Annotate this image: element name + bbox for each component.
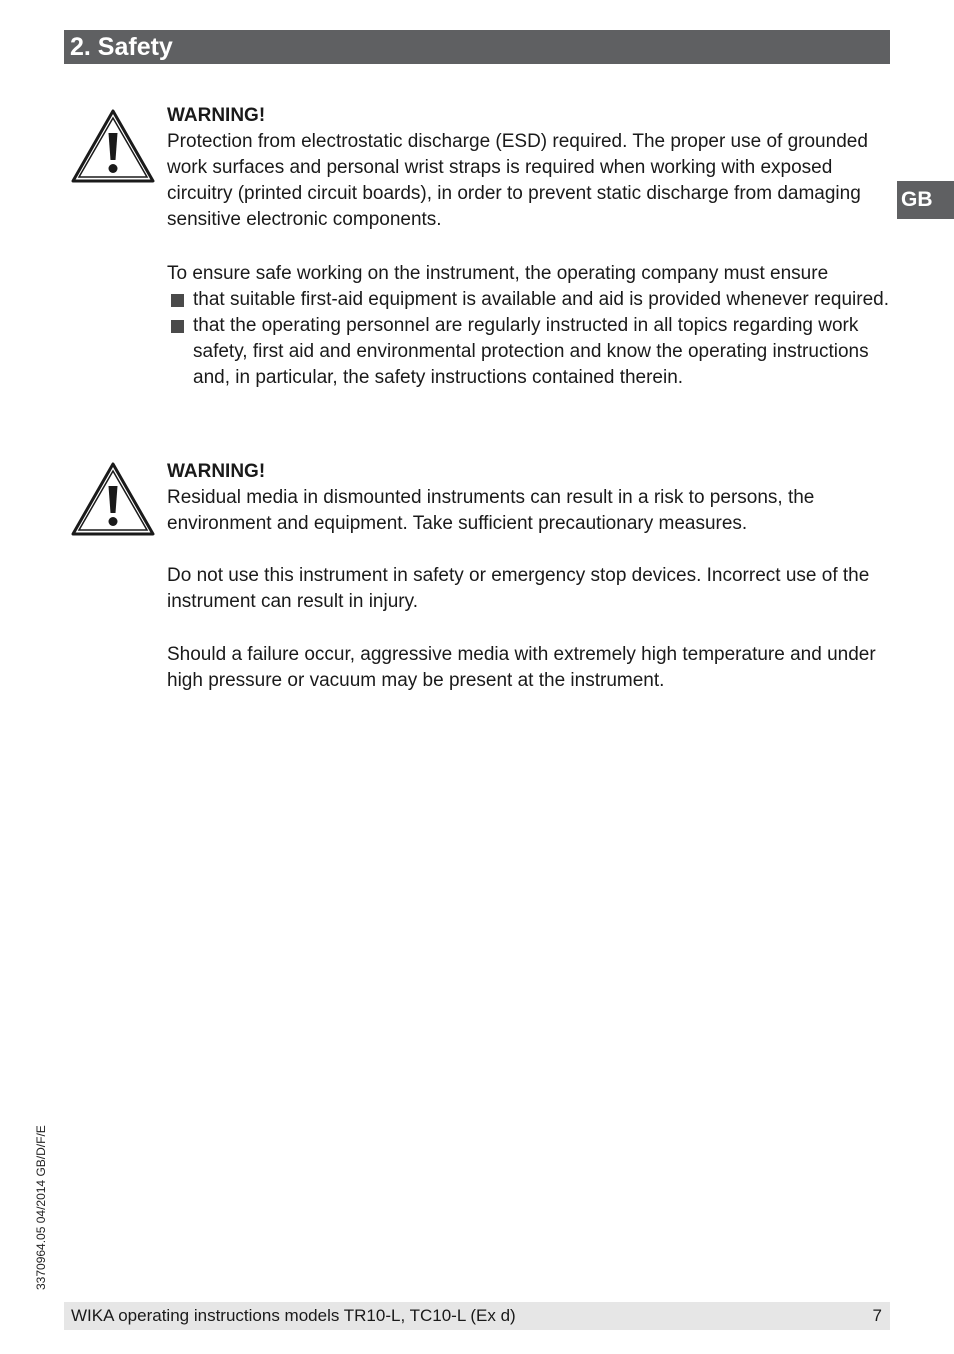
warning-title: WARNING! (167, 105, 266, 126)
footer-text: WIKA operating instructions models TR10-L, TC10-L (Ex d) (71, 1306, 516, 1325)
warning-block-residual-media (167, 459, 889, 537)
bullet-square-icon (171, 294, 184, 307)
warning-body: Protection from electrostatic discharge (ESD) required. The proper use of grounded work surfaces and personal wrist straps is required when working with exposed circuitry (printed circuit boards), in order to prevent static discharge from damaging sensitive electronic components. (167, 131, 868, 230)
language-tab-gb[interactable]: GB (897, 181, 954, 219)
page-footer (64, 1302, 890, 1330)
warning-title: WARNING! (167, 461, 266, 482)
paragraph-safety-devices: Do not use this instrument in safety or emergency stop devices. Incorrect use of the instrument can result in injury. (167, 565, 870, 612)
warning-triangle-icon (70, 461, 156, 537)
page-number: 7 (872, 1306, 882, 1325)
warning-body: Residual media in dismounted instruments can result in a risk to persons, the environment and equipment. Take sufficient precautionary measures. (167, 487, 815, 534)
warning-block-esd (167, 103, 889, 233)
ensure-list (171, 287, 889, 391)
document-code: 3370964.05 04/2014 GB/D/F/E (34, 1125, 48, 1290)
ensure-intro: To ensure safe working on the instrument, the operating company must ensure (167, 263, 829, 284)
paragraph-failure: Should a failure occur, aggressive media with extremely high temperature and under high pressure or vacuum may be present at the instrument. (167, 644, 876, 691)
bullet-square-icon (171, 320, 184, 333)
section-title: 2. Safety (64, 30, 890, 64)
warning-triangle-icon (70, 108, 156, 184)
list-item: that the operating personnel are regularly instructed in all topics regarding work safety, first aid and environmental protection and know the operating instructions and, in particular, the safety instructions contained therein. (171, 313, 889, 391)
list-item: that suitable first-aid equipment is available and aid is provided whenever required. (171, 287, 889, 313)
